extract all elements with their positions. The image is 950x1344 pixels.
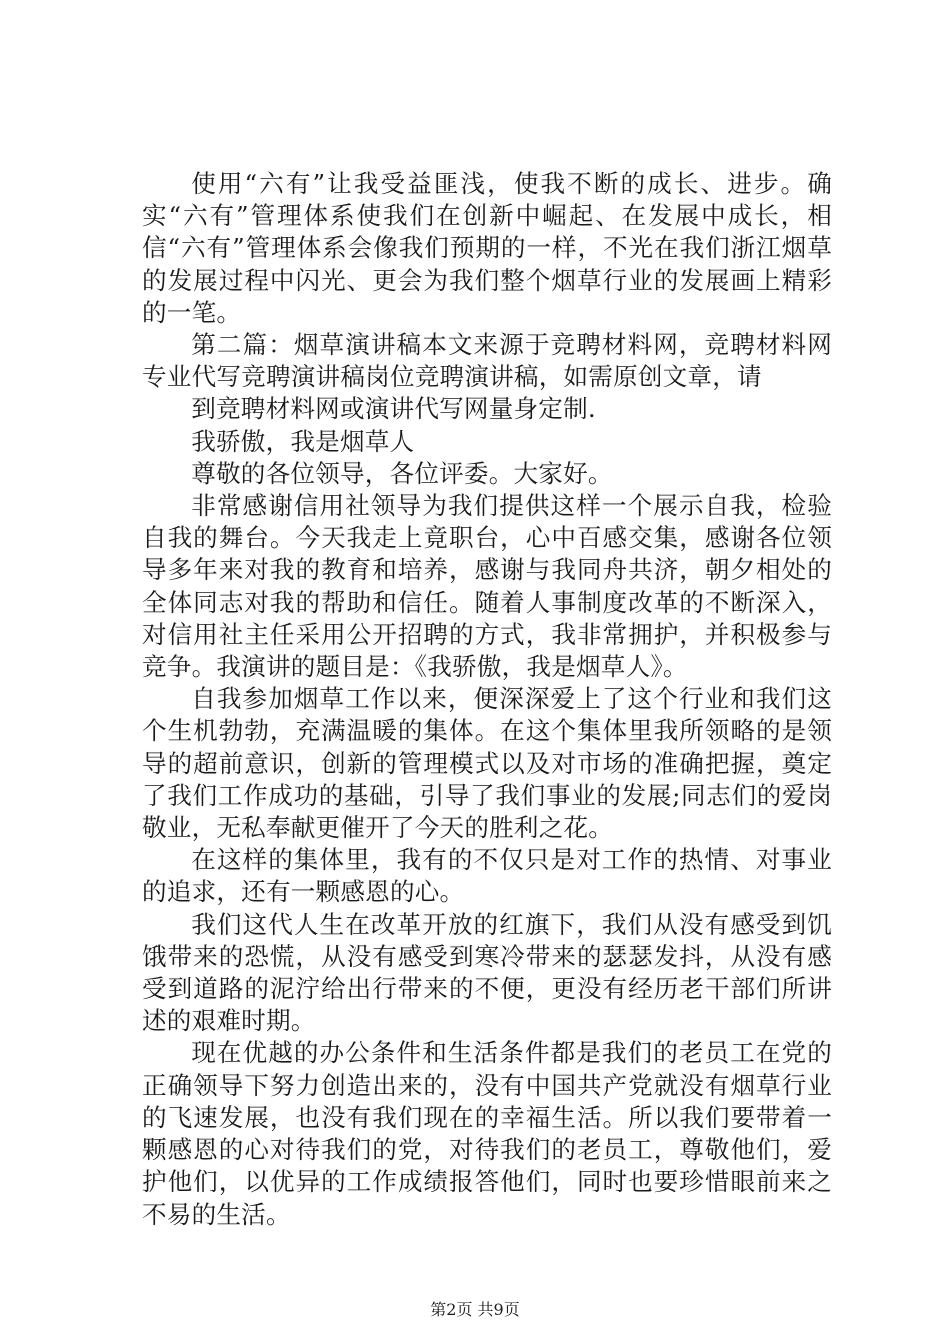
document-body (142, 168, 832, 1231)
paragraph-3: 到竞聘材料网或演讲代写网量身定制. (191, 394, 596, 424)
paragraph-8: 在这样的集体里，我有的不仅只是对工作的热情、对事业的追求，还有一颗感恩的心。 (142, 845, 832, 907)
paragraph-9: 我们这代人生在改革开放的红旗下，我们从没有感受到饥饿带来的恐慌，从没有感受到寒冷带来的瑟瑟发抖，从没有感受到道路的泥泞给出行带来的不便，更没有经历老干部们所讲述的艰难时期。 (142, 909, 832, 1036)
paragraph-1: 使用“六有”让我受益匪浅，使我不断的成长、进步。确实“六有”管理体系使我们在创新中崛起、在发展中成长，相信“六有”管理体系会像我们预期的一样，不光在我们浙江烟草的发展过程中闪光、更会为我们整个烟草行业的发展画上精彩的一笔。 (142, 169, 832, 327)
paragraph-6: 非常感谢信用社领导为我们提供这样一个展示自我，检验自我的舞台。今天我走上竟职台，心中百感交集，感谢各位领导多年来对我的教育和培养，感谢与我同舟共济，朝夕相处的全体同志对我的帮助和信任。随着人事制度改革的不断深入，对信用社主任采用公开招聘的方式，我非常拥护，并积极参与竞争。我演讲的题目是：《我骄傲，我是烟草人》。 (142, 491, 832, 682)
paragraph-7: 自我参加烟草工作以来，便深深爱上了这个行业和我们这个生机勃勃，充满温暖的集体。在这个集体里我所领略的是领导的超前意识，创新的管理模式以及对市场的准确把握，奠定了我们工作成功的基础，引导了我们事业的发展;同志们的爱岗敬业，无私奉献更催开了今天的胜利之花。 (142, 684, 832, 843)
speech-title: 我骄傲，我是烟草人 (191, 426, 415, 456)
salutation: 尊敬的各位领导，各位评委。大家好。 (191, 458, 613, 488)
page-number: 第2页 共9页 (430, 1300, 520, 1319)
paragraph-10: 现在优越的办公条件和生活条件都是我们的老员工在党的正确领导下努力创造出来的，没有中国共产党就没有烟草行业的飞速发展，也没有我们现在的幸福生活。所以我们要带着一颗感恩的心对待我们的党，对待我们的老员工，尊敬他们，爱护他们，以优异的工作成绩报答他们，同时也要珍惜眼前来之不易的生活。 (142, 1038, 832, 1229)
paragraph-2: 第二篇：烟草演讲稿本文来源于竞聘材料网，竞聘材料网专业代写竞聘演讲稿岗位竞聘演讲稿，如需原创文章，请 (142, 330, 832, 392)
